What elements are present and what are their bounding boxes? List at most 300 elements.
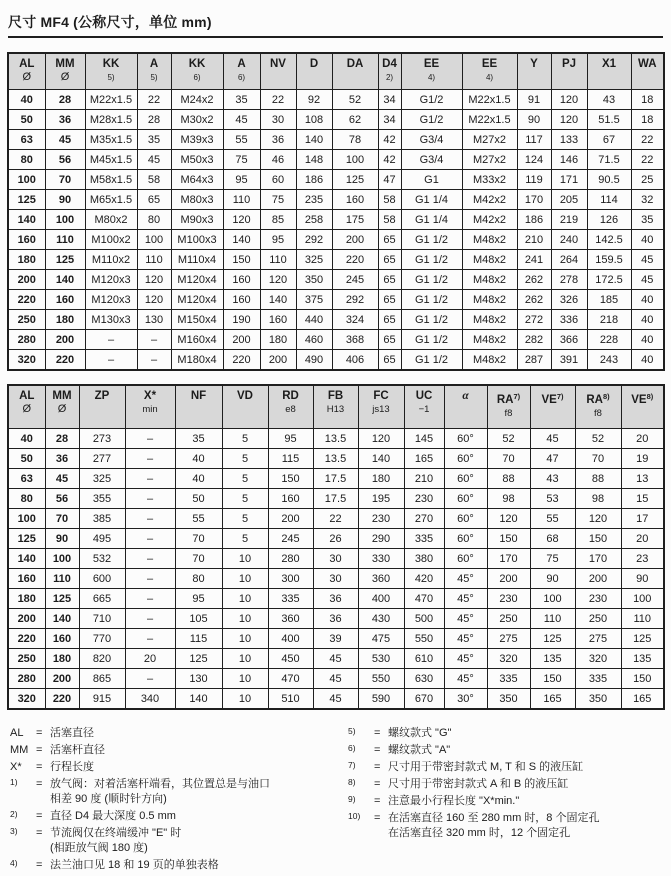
- table-cell: 56: [45, 150, 85, 170]
- table-cell: 36: [45, 110, 85, 130]
- table-cell: 220: [45, 350, 85, 371]
- table-row: [8, 210, 664, 230]
- table-cell: 67: [587, 130, 631, 150]
- table-cell: 28: [137, 110, 171, 130]
- table-cell: M120x3: [85, 270, 137, 290]
- column-header: MM Ø: [45, 53, 85, 90]
- table-cell: 220: [8, 290, 45, 310]
- table-cell: 80: [175, 569, 222, 589]
- table-cell: 510: [268, 689, 313, 710]
- legend-text: 尺寸用于带密封款式 A 和 B 的液压缸: [388, 778, 569, 790]
- legend-equals: =: [374, 727, 381, 739]
- table-cell: 470: [404, 589, 444, 609]
- table-cell: 5: [222, 509, 268, 529]
- table-cell: 145: [404, 429, 444, 449]
- legend-item: [348, 760, 663, 775]
- table-cell: 180: [8, 250, 45, 270]
- table-cell: 159.5: [587, 250, 631, 270]
- table-cell: 280: [268, 549, 313, 569]
- legend-term: X*: [10, 761, 22, 773]
- table-cell: 110: [530, 609, 575, 629]
- table-cell: 336: [551, 310, 587, 330]
- table-cell: G1: [401, 170, 462, 190]
- table-cell: 110: [621, 609, 664, 629]
- table-cell: 58: [378, 190, 401, 210]
- table-row: [8, 290, 664, 310]
- table-cell: 10: [222, 629, 268, 649]
- table-cell: 35: [175, 429, 222, 449]
- table-row: [8, 190, 664, 210]
- table-cell: 430: [358, 609, 404, 629]
- table-cell: 78: [332, 130, 378, 150]
- table-cell: 65: [378, 270, 401, 290]
- table-cell: 320: [8, 350, 45, 371]
- table-row: [8, 649, 664, 669]
- table-cell: 70: [45, 509, 79, 529]
- table-cell: 60°: [444, 509, 487, 529]
- table-cell: 200: [8, 270, 45, 290]
- table-cell: 820: [79, 649, 125, 669]
- table-cell: 52: [332, 90, 378, 110]
- table-cell: 110: [137, 250, 171, 270]
- table-cell: 120: [487, 509, 530, 529]
- table-cell: 160: [332, 190, 378, 210]
- table-cell: 36: [45, 449, 79, 469]
- table-cell: 142.5: [587, 230, 631, 250]
- table-cell: 495: [79, 529, 125, 549]
- table-cell: 325: [296, 250, 332, 270]
- table-cell: 98: [487, 489, 530, 509]
- table-cell: M150x4: [171, 310, 223, 330]
- table-cell: 272: [517, 310, 551, 330]
- table-cell: 100: [45, 210, 85, 230]
- table-cell: 150: [530, 669, 575, 689]
- table-cell: 30°: [444, 689, 487, 710]
- table-cell: G1 1/2: [401, 230, 462, 250]
- table-cell: 18: [631, 110, 664, 130]
- table-cell: M48x2: [462, 310, 517, 330]
- table-cell: 55: [530, 509, 575, 529]
- table-cell: 160: [45, 290, 85, 310]
- table-cell: 170: [575, 549, 621, 569]
- column-header: EE 4): [401, 53, 462, 90]
- table-cell: 200: [268, 509, 313, 529]
- table-cell: 20: [621, 529, 664, 549]
- table-cell: 670: [404, 689, 444, 710]
- column-header: DA: [332, 53, 378, 90]
- table-cell: 120: [358, 429, 404, 449]
- table-cell: 360: [358, 569, 404, 589]
- table-cell: 368: [332, 330, 378, 350]
- table-cell: 360: [268, 609, 313, 629]
- table-cell: 45: [45, 130, 85, 150]
- table-cell: 500: [404, 609, 444, 629]
- table-cell: 160: [223, 290, 260, 310]
- table-cell: 200: [575, 569, 621, 589]
- table-cell: 70: [175, 529, 222, 549]
- table-cell: G1 1/2: [401, 350, 462, 371]
- table-cell: 36: [313, 589, 358, 609]
- table-cell: 350: [487, 689, 530, 710]
- table-cell: 40: [8, 90, 45, 110]
- table-cell: 80: [8, 489, 45, 509]
- legend-text: 放气阀：对着活塞杆端看，其位置总是与油口 相差 90 度 (顺时针方向): [50, 778, 270, 805]
- table-cell: 130: [175, 669, 222, 689]
- table-cell: 126: [587, 210, 631, 230]
- table-cell: 135: [621, 649, 664, 669]
- dimensions-table-2: [7, 384, 665, 710]
- table-cell: M160x4: [171, 330, 223, 350]
- legend-term: 3): [10, 826, 18, 836]
- column-header: VE$^{7)}$: [530, 385, 575, 429]
- table-cell: 230: [487, 589, 530, 609]
- table-cell: 165: [404, 449, 444, 469]
- column-header: EE 4): [462, 53, 517, 90]
- table-cell: 50: [8, 110, 45, 130]
- table-cell: 45: [223, 110, 260, 130]
- legend-text: 活塞杆直径: [50, 744, 105, 756]
- table-cell: 165: [621, 689, 664, 710]
- table-cell: 40: [631, 350, 664, 371]
- table-row: [8, 90, 664, 110]
- table-cell: 125: [621, 629, 664, 649]
- table-cell: 90: [517, 110, 551, 130]
- table-cell: 117: [517, 130, 551, 150]
- table-cell: 915: [79, 689, 125, 710]
- table-cell: 172.5: [587, 270, 631, 290]
- column-header: α: [444, 385, 487, 429]
- table-cell: 160: [8, 230, 45, 250]
- table-cell: 45: [137, 150, 171, 170]
- table-cell: 22: [631, 130, 664, 150]
- table-cell: 25: [631, 170, 664, 190]
- table-2-header: [8, 385, 664, 429]
- table-cell: 240: [551, 230, 587, 250]
- table-cell: 18: [631, 90, 664, 110]
- table-cell: 19: [621, 449, 664, 469]
- table-cell: 95: [268, 429, 313, 449]
- table-cell: 45: [313, 649, 358, 669]
- legend-term: 2): [10, 809, 18, 819]
- legend-equals: =: [36, 727, 43, 739]
- table-cell: 171: [551, 170, 587, 190]
- table-cell: M27x2: [462, 150, 517, 170]
- table-cell: 325: [79, 469, 125, 489]
- legend-term: 9): [348, 794, 356, 804]
- table-cell: 335: [404, 529, 444, 549]
- title-row: [8, 12, 663, 32]
- table-cell: 53: [530, 489, 575, 509]
- table-cell: 219: [551, 210, 587, 230]
- table-cell: 550: [404, 629, 444, 649]
- table-cell: 140: [175, 689, 222, 710]
- legend-item: [10, 726, 340, 741]
- table-cell: 28: [45, 90, 85, 110]
- table-cell: M100x3: [171, 230, 223, 250]
- table-cell: 140: [45, 609, 79, 629]
- table-cell: 65: [378, 310, 401, 330]
- table-cell: 220: [8, 629, 45, 649]
- table-cell: 180: [358, 469, 404, 489]
- table-cell: 30: [313, 569, 358, 589]
- table-cell: 292: [296, 230, 332, 250]
- table-cell: 43: [530, 469, 575, 489]
- table-cell: 15: [621, 489, 664, 509]
- column-header: Y: [517, 53, 551, 90]
- table-cell: 55: [175, 509, 222, 529]
- table-cell: 45: [530, 429, 575, 449]
- table-cell: 34: [378, 110, 401, 130]
- table-cell: 120: [551, 90, 587, 110]
- table-cell: 50: [8, 449, 45, 469]
- table-cell: 532: [79, 549, 125, 569]
- table-cell: M48x2: [462, 230, 517, 250]
- table-cell: 150: [487, 529, 530, 549]
- table-cell: 58: [378, 210, 401, 230]
- table-cell: M42x2: [462, 190, 517, 210]
- table-cell: 195: [358, 489, 404, 509]
- legend-equals: =: [374, 761, 381, 773]
- table-cell: 400: [268, 629, 313, 649]
- table-cell: 60°: [444, 449, 487, 469]
- table-row: [8, 250, 664, 270]
- table-cell: 5: [222, 529, 268, 549]
- table-cell: M35x1.5: [85, 130, 137, 150]
- table-cell: 56: [45, 489, 79, 509]
- table-cell: 10: [222, 689, 268, 710]
- table-cell: 95: [223, 170, 260, 190]
- table-cell: 258: [296, 210, 332, 230]
- table-cell: 340: [125, 689, 175, 710]
- table-cell: G1 1/2: [401, 330, 462, 350]
- table-cell: 326: [551, 290, 587, 310]
- table-cell: 30: [260, 110, 296, 130]
- table-cell: 45: [45, 469, 79, 489]
- table-cell: 10: [222, 589, 268, 609]
- column-header: WA: [631, 53, 664, 90]
- table-row: [8, 629, 664, 649]
- table-cell: M130x3: [85, 310, 137, 330]
- column-header: X1: [587, 53, 631, 90]
- table-cell: 250: [8, 310, 45, 330]
- table-cell: 273: [79, 429, 125, 449]
- table-cell: 150: [268, 469, 313, 489]
- table-cell: –: [125, 609, 175, 629]
- column-header: D4 2): [378, 53, 401, 90]
- table-cell: 115: [175, 629, 222, 649]
- column-header: MM Ø: [45, 385, 79, 429]
- column-header: NF: [175, 385, 222, 429]
- table-cell: 420: [404, 569, 444, 589]
- table-cell: 80: [8, 150, 45, 170]
- column-header: RD e8: [268, 385, 313, 429]
- table-cell: 450: [268, 649, 313, 669]
- table-cell: 110: [223, 190, 260, 210]
- table-cell: 110: [45, 230, 85, 250]
- table-cell: 100: [332, 150, 378, 170]
- table-cell: 34: [378, 90, 401, 110]
- table-row: [8, 489, 664, 509]
- table-cell: –: [125, 449, 175, 469]
- table-cell: 590: [358, 689, 404, 710]
- table-cell: 90: [45, 529, 79, 549]
- table-cell: 125: [8, 190, 45, 210]
- table-cell: M90x3: [171, 210, 223, 230]
- table-row: [8, 689, 664, 710]
- table-cell: 366: [551, 330, 587, 350]
- table-row: [8, 529, 664, 549]
- table-cell: 5: [222, 489, 268, 509]
- table-cell: 70: [45, 170, 85, 190]
- table-cell: 400: [358, 589, 404, 609]
- table-cell: 180: [8, 589, 45, 609]
- table-cell: 262: [517, 290, 551, 310]
- page-title: 尺寸 MF4 (公称尺寸，单位 mm): [8, 14, 212, 30]
- table-cell: 65: [378, 230, 401, 250]
- table-cell: 45°: [444, 629, 487, 649]
- table-cell: –: [85, 330, 137, 350]
- table-cell: –: [125, 549, 175, 569]
- table-cell: 440: [296, 310, 332, 330]
- table-cell: 185: [587, 290, 631, 310]
- table-cell: G1 1/2: [401, 310, 462, 330]
- table-row: [8, 170, 664, 190]
- table-cell: 88: [575, 469, 621, 489]
- table-cell: 330: [358, 549, 404, 569]
- table-cell: 170: [517, 190, 551, 210]
- table-cell: 385: [79, 509, 125, 529]
- legend-text: 在活塞直径 160 至 280 mm 时，8 个固定孔 在活塞直径 320 mm 时，12 个固定孔: [388, 812, 600, 839]
- table-cell: M45x1.5: [85, 150, 137, 170]
- table-cell: 140: [45, 270, 85, 290]
- table-cell: 52: [487, 429, 530, 449]
- table-cell: M50x3: [171, 150, 223, 170]
- column-header: X* min: [125, 385, 175, 429]
- legend-item: [348, 777, 663, 792]
- table-cell: –: [125, 509, 175, 529]
- table-cell: M120x4: [171, 270, 223, 290]
- table-cell: 47: [378, 170, 401, 190]
- table-cell: 45: [631, 270, 664, 290]
- table-cell: 92: [296, 90, 332, 110]
- table-cell: 95: [175, 589, 222, 609]
- column-header: D: [296, 53, 332, 90]
- table-row: [8, 509, 664, 529]
- table-cell: 146: [551, 150, 587, 170]
- table-row: [8, 130, 664, 150]
- table-cell: 10: [222, 609, 268, 629]
- table-row: [8, 350, 664, 371]
- table-cell: 292: [332, 290, 378, 310]
- table-cell: 85: [260, 210, 296, 230]
- table-cell: 148: [296, 150, 332, 170]
- table-cell: 100: [8, 509, 45, 529]
- legend-equals: =: [374, 778, 381, 790]
- table-cell: 60°: [444, 529, 487, 549]
- table-cell: 282: [517, 330, 551, 350]
- column-header: AL Ø: [8, 385, 45, 429]
- table-cell: 90.5: [587, 170, 631, 190]
- table-cell: 230: [575, 589, 621, 609]
- table-cell: 150: [575, 529, 621, 549]
- table-cell: 68: [530, 529, 575, 549]
- table-cell: 100: [8, 170, 45, 190]
- table-cell: M33x2: [462, 170, 517, 190]
- legend-text: 行程长度: [50, 761, 94, 773]
- table-cell: 170: [487, 549, 530, 569]
- table-cell: 120: [551, 110, 587, 130]
- table-cell: 45: [313, 669, 358, 689]
- table-cell: 98: [575, 489, 621, 509]
- table-cell: 75: [260, 190, 296, 210]
- table-cell: M100x2: [85, 230, 137, 250]
- legend-term: 6): [348, 743, 356, 753]
- legend-equals: =: [36, 761, 43, 773]
- table-cell: 200: [260, 350, 296, 371]
- table-cell: 250: [487, 609, 530, 629]
- column-header: RA$^{7)}$ f8: [487, 385, 530, 429]
- table-row: [8, 589, 664, 609]
- table-cell: M39x3: [171, 130, 223, 150]
- table-cell: 300: [268, 569, 313, 589]
- table-cell: M120x3: [85, 290, 137, 310]
- table-cell: 40: [631, 230, 664, 250]
- table-cell: –: [85, 350, 137, 371]
- table-cell: 52: [575, 429, 621, 449]
- table-cell: 630: [404, 669, 444, 689]
- table-cell: 39: [313, 629, 358, 649]
- table-cell: 262: [517, 270, 551, 290]
- table-cell: 200: [487, 569, 530, 589]
- table-cell: 140: [223, 230, 260, 250]
- table-cell: 230: [358, 509, 404, 529]
- table-cell: 280: [8, 669, 45, 689]
- legend-item: [348, 743, 663, 758]
- table-cell: 160: [268, 489, 313, 509]
- table-cell: 36: [260, 130, 296, 150]
- table-cell: –: [137, 330, 171, 350]
- table-cell: 610: [404, 649, 444, 669]
- legend-item: [10, 826, 340, 856]
- table-cell: G1 1/2: [401, 250, 462, 270]
- table-cell: 250: [8, 649, 45, 669]
- table-cell: 17.5: [313, 489, 358, 509]
- table-cell: 75: [223, 150, 260, 170]
- legend-text: 节流阀仅在终端缓冲 "E" 时 (相距放气阀 180 度): [50, 827, 182, 854]
- legend-equals: =: [36, 827, 43, 839]
- table-cell: 243: [587, 350, 631, 371]
- table-cell: 210: [404, 469, 444, 489]
- table-cell: M110x4: [171, 250, 223, 270]
- table-cell: 17.5: [313, 469, 358, 489]
- table-cell: M28x1.5: [85, 110, 137, 130]
- table-cell: 277: [79, 449, 125, 469]
- table-cell: 165: [530, 689, 575, 710]
- table-cell: G3/4: [401, 150, 462, 170]
- table-cell: 114: [587, 190, 631, 210]
- table-cell: 490: [296, 350, 332, 371]
- legend-term: 8): [348, 777, 356, 787]
- table-cell: 95: [260, 230, 296, 250]
- table-cell: 45: [631, 250, 664, 270]
- legend-section: [10, 726, 663, 875]
- table-cell: 90: [45, 190, 85, 210]
- table-cell: 23: [621, 549, 664, 569]
- table-row: [8, 469, 664, 489]
- table-cell: 220: [332, 250, 378, 270]
- legend-equals: =: [36, 810, 43, 822]
- column-header: NV: [260, 53, 296, 90]
